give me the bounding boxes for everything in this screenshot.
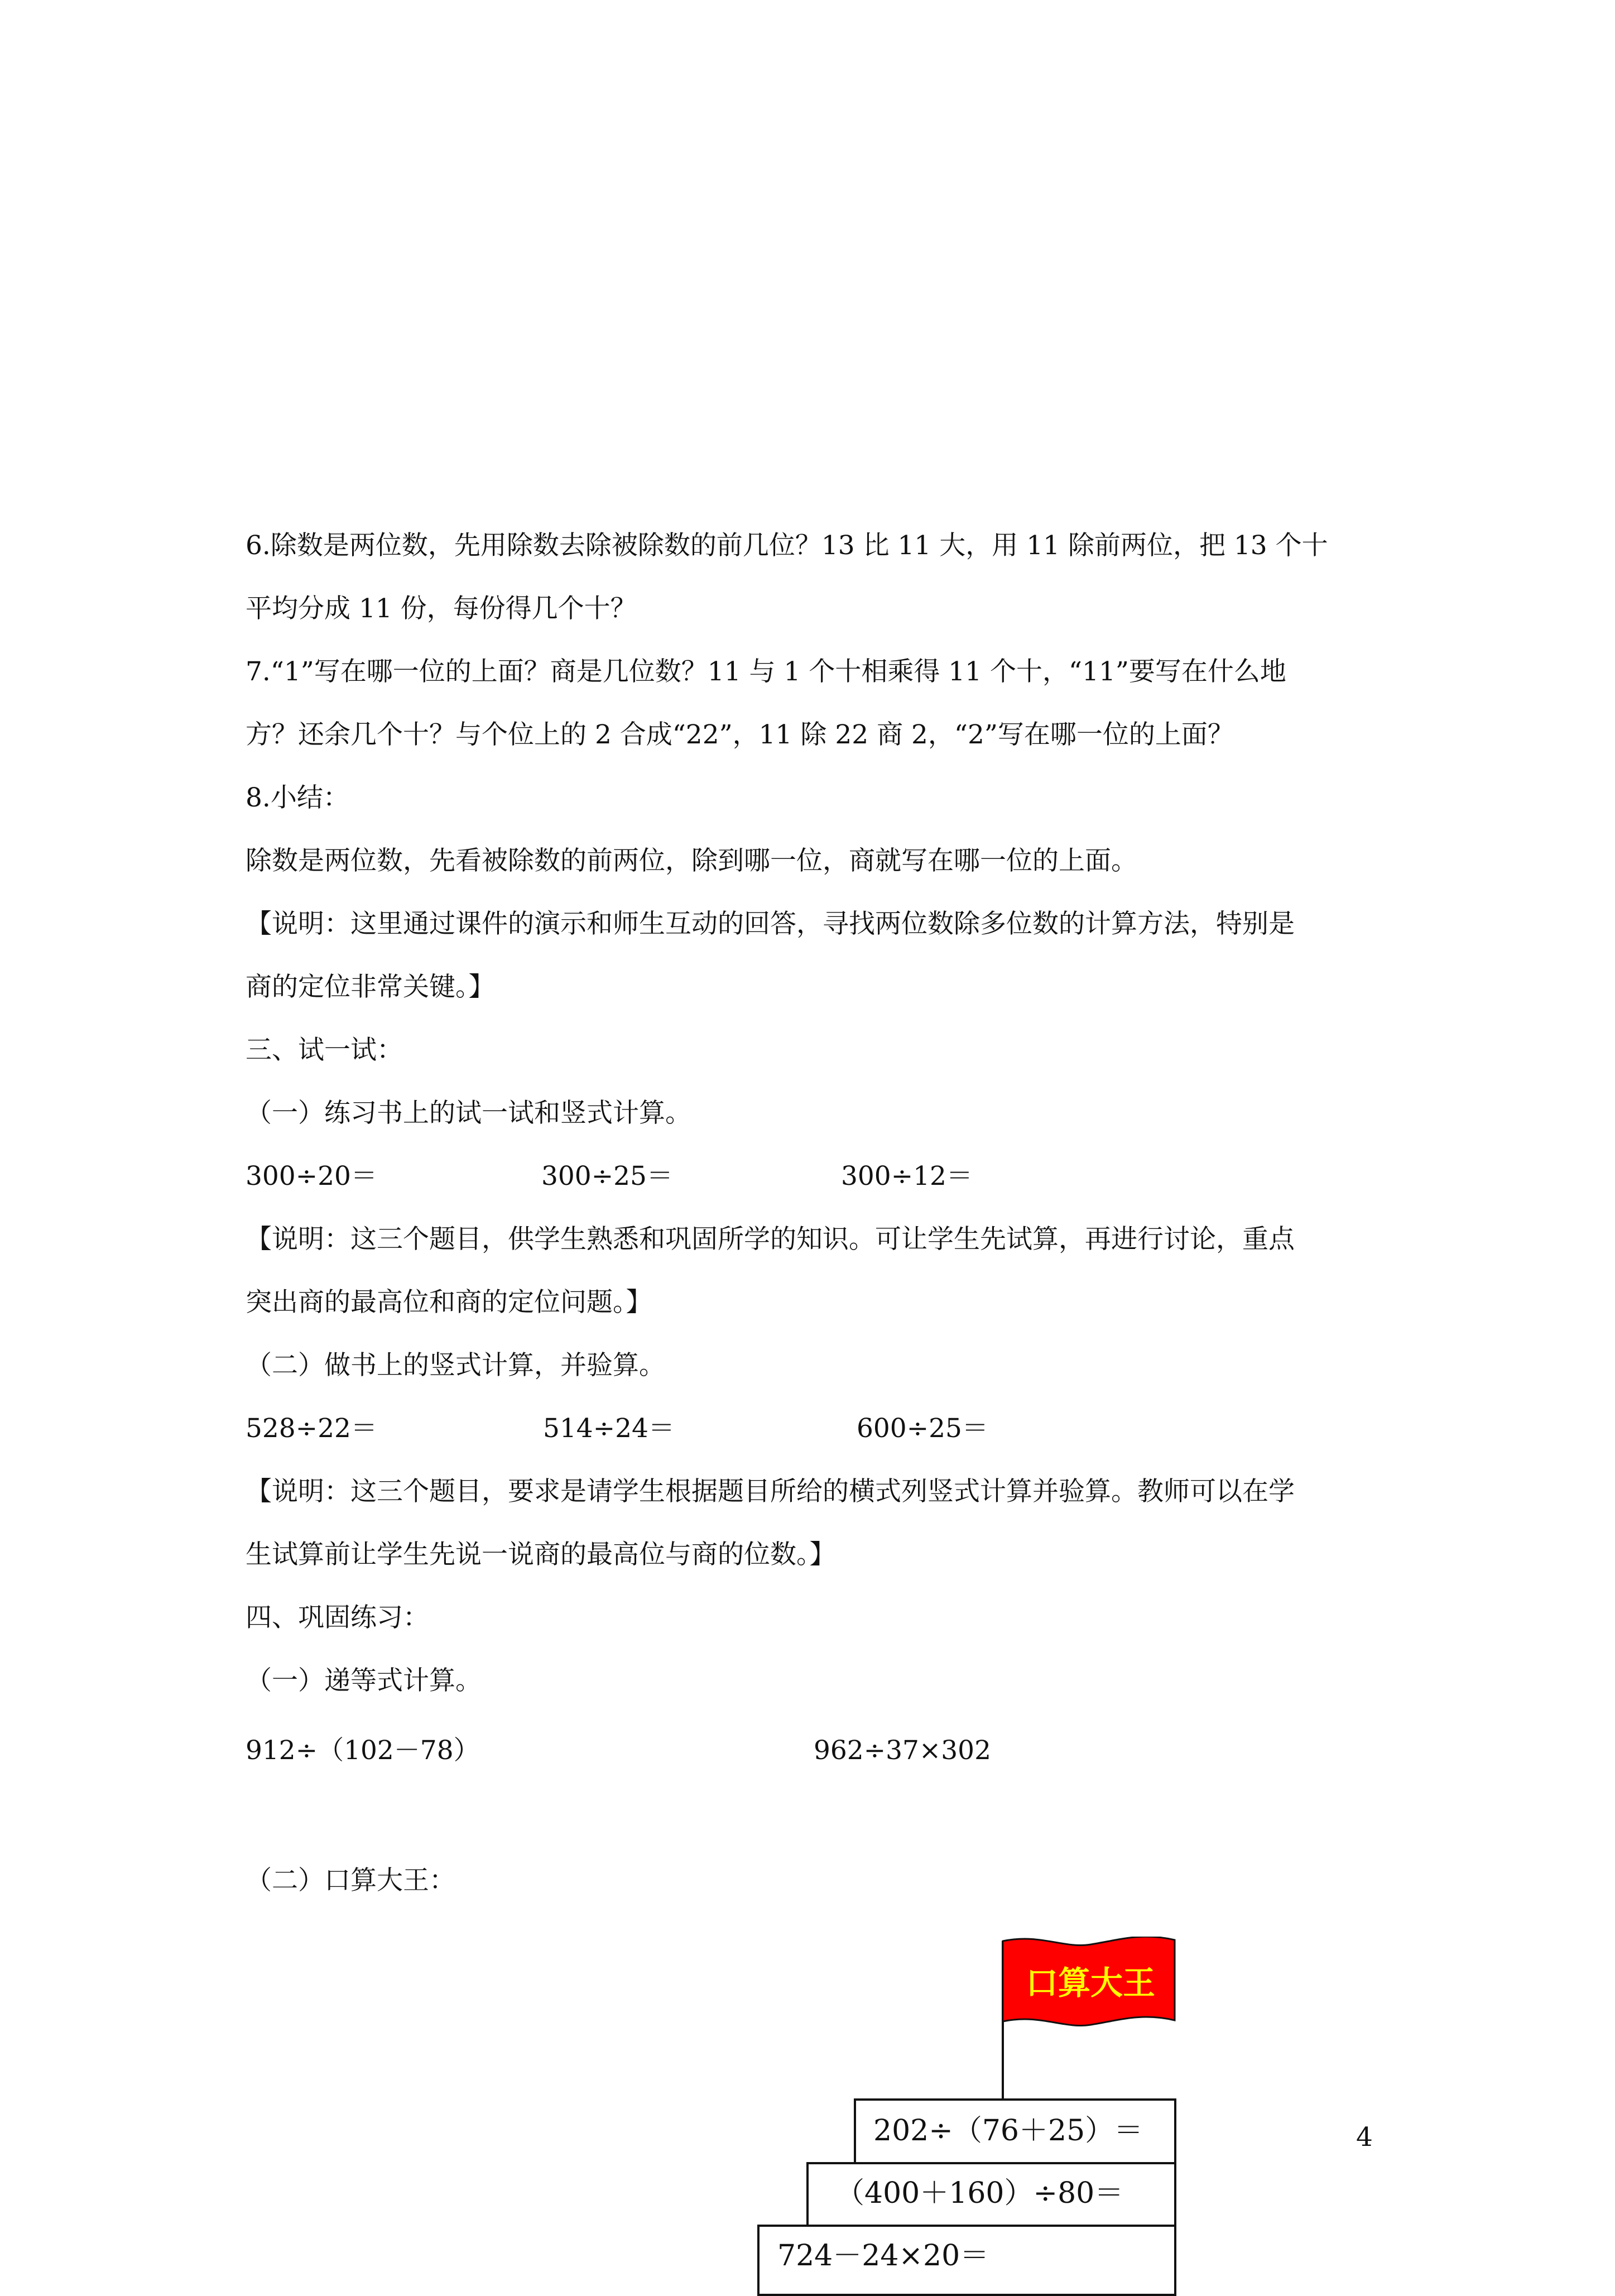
oral-item: 202÷（76＋25）＝: [873, 2114, 1143, 2148]
exercise-item: 300÷12＝: [841, 1161, 973, 1192]
exercise-item: 528÷22＝: [246, 1413, 377, 1444]
paragraph-line: 7.“1”写在哪一位的上面？商是几位数？11 与 1 个十相乘得 11 个十，“11”要写在什么地: [246, 656, 1286, 687]
subsection-heading: （二）口算大王：: [246, 1865, 455, 1896]
oral-item: （400＋160）÷80＝: [835, 2177, 1124, 2210]
page-number: 4: [1356, 2122, 1373, 2153]
exercise-item: 514÷24＝: [543, 1413, 675, 1444]
note-line: 生试算前让学生先说一说商的最高位与商的位数。】: [246, 1539, 836, 1570]
flag-label: 口算大王: [1026, 1964, 1156, 2002]
subsection-heading: （二）做书上的竖式计算，并验算。: [246, 1350, 665, 1381]
paragraph-line: 6.除数是两位数，先用除数去除被除数的前几位？13 比 11 大，用 11 除前两位，把 13 个十: [246, 530, 1328, 561]
subsection-heading: （一）递等式计算。: [246, 1665, 482, 1696]
paragraph-line: 平均分成 11 份，每份得几个十？: [246, 593, 637, 624]
subsection-heading: （一）练习书上的试一试和竖式计算。: [246, 1098, 691, 1128]
note-line: 【说明：这三个题目，供学生熟悉和巩固所学的知识。可让学生先试算，再进行讨论，重点: [246, 1224, 1295, 1255]
exercise-item: 962÷37×302: [814, 1735, 991, 1766]
paragraph-line: 8.小结：: [246, 782, 349, 813]
note-line: 商的定位非常关键。】: [246, 972, 495, 1002]
oral-item: 724－24×20＝: [777, 2239, 989, 2273]
exercise-item: 300÷20＝: [246, 1161, 377, 1192]
note-line: 【说明：这里通过课件的演示和师生互动的回答，寻找两位数除多位数的计算方法，特别是: [246, 909, 1295, 939]
paragraph-line: 除数是两位数，先看被除数的前两位，除到哪一位，商就写在哪一位的上面。: [246, 846, 1137, 876]
section-heading: 四、巩固练习：: [246, 1602, 429, 1633]
exercise-item: 912÷（102－78）: [246, 1735, 480, 1766]
paragraph-line: 方？还余几个十？与个位上的 2 合成“22”，11 除 22 商 2，“2”写在哪一位的上面？: [246, 719, 1234, 750]
section-heading: 三、试一试：: [246, 1035, 403, 1065]
exercise-item: 600÷25＝: [857, 1413, 988, 1444]
note-line: 突出商的最高位和商的定位问题。】: [246, 1287, 652, 1318]
exercise-item: 300÷25＝: [541, 1161, 673, 1192]
note-line: 【说明：这三个题目，要求是请学生根据题目所给的横式列竖式计算并验算。教师可以在学: [246, 1476, 1295, 1507]
